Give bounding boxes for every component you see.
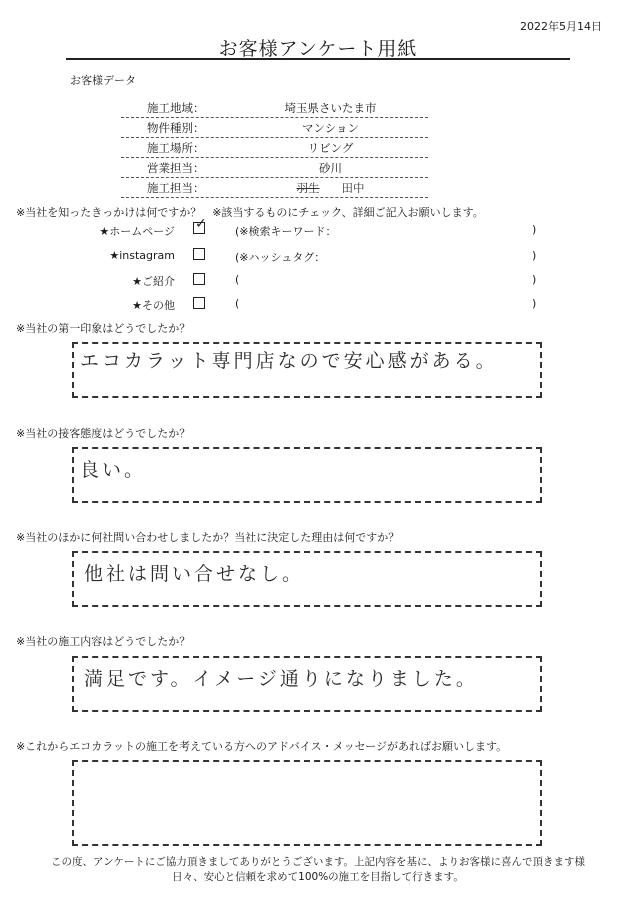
option-label-instagram: ★instagram	[109, 249, 175, 262]
answer-service-attitude: 良い。	[80, 459, 147, 481]
info-row-location	[121, 138, 428, 158]
answer-other-companies: 他社は問い合せなし。	[84, 563, 305, 585]
customer-data-label: お客様データ	[70, 74, 136, 87]
checkbox-referral[interactable]	[193, 273, 205, 285]
title-underline	[66, 58, 570, 60]
question-3: ※当社の接客態度はどうでしたか？	[16, 427, 191, 440]
footer-line-2: 日々、安心と信頼を求めて100%の施工を目指して行きます。	[172, 871, 464, 883]
customer-info-table	[121, 98, 428, 198]
answer-box-service-attitude[interactable]	[72, 447, 542, 503]
option-label-other: ★その他	[132, 299, 175, 312]
option-label-homepage: ★ホームページ	[99, 225, 175, 238]
answer-first-impression: エコカラット専門店なので安心感がある。	[80, 350, 498, 372]
check-mark-icon: ✓	[195, 216, 207, 232]
checkbox-other[interactable]	[193, 297, 205, 309]
info-label: 施工地域：	[147, 101, 205, 115]
checkbox-instagram[interactable]	[193, 248, 205, 260]
option-detail-homepage: (※検索キーワード：	[235, 225, 337, 238]
struck-name: 羽生	[296, 181, 320, 195]
info-row-sales-rep	[121, 158, 428, 178]
handwritten-name: 田中	[341, 181, 365, 195]
option-detail-referral: (	[235, 273, 240, 286]
option-label-referral: ★ご紹介	[132, 275, 175, 288]
question-1: ※当社を知ったきっかけは何ですか？ ※該当するものにチェック、詳細ご記入お願いします。	[16, 206, 484, 219]
answer-box-work-quality[interactable]	[72, 656, 542, 712]
info-value: 埼玉県さいたま市	[284, 101, 377, 115]
option-close-paren: )	[532, 297, 537, 310]
info-label: 施工場所：	[147, 141, 205, 155]
answer-box-advice[interactable]	[72, 760, 542, 846]
answer-work-quality: 満足です。イメージ通りになりました。	[84, 668, 478, 690]
footer-line-1: この度、アンケートにご協力頂きましてありがとうございます。上記内容を基に、よりお客様に喜んで頂きます様	[50, 856, 586, 868]
answer-box-other-companies[interactable]	[72, 551, 542, 607]
page-title: お客様アンケート用紙	[218, 38, 418, 60]
checkbox-homepage[interactable]	[193, 216, 207, 234]
info-label: 施工担当：	[147, 181, 205, 195]
info-row-area	[121, 98, 428, 118]
option-close-paren: )	[532, 249, 537, 262]
answer-box-first-impression[interactable]	[72, 342, 542, 398]
info-row-installer	[121, 178, 428, 198]
question-2: ※当社の第一印象はどうでしたか？	[16, 322, 191, 335]
info-value	[233, 180, 428, 196]
info-value: マンション	[302, 121, 359, 135]
option-detail-other: (	[235, 297, 240, 310]
info-label: 物件種別：	[147, 121, 205, 135]
info-row-property-type	[121, 118, 428, 138]
question-4: ※当社のほかに何社問い合わせしましたか？当社に決定した理由は何ですか？	[16, 531, 400, 544]
option-close-paren: )	[532, 273, 537, 286]
info-value: 砂川	[319, 161, 342, 175]
survey-date: 2022年5月14日	[520, 20, 602, 33]
option-detail-instagram: (※ハッシュタグ：	[235, 251, 326, 264]
question-6: ※これからエコカラットの施工を考えている方へのアドバイス・メッセージがあればお願いします。	[16, 740, 508, 753]
footer-message	[0, 855, 636, 885]
info-value: リビング	[307, 141, 354, 155]
info-label: 営業担当：	[147, 161, 205, 175]
option-close-paren: )	[532, 223, 537, 236]
question-5: ※当社の施工内容はどうでしたか？	[16, 635, 191, 648]
